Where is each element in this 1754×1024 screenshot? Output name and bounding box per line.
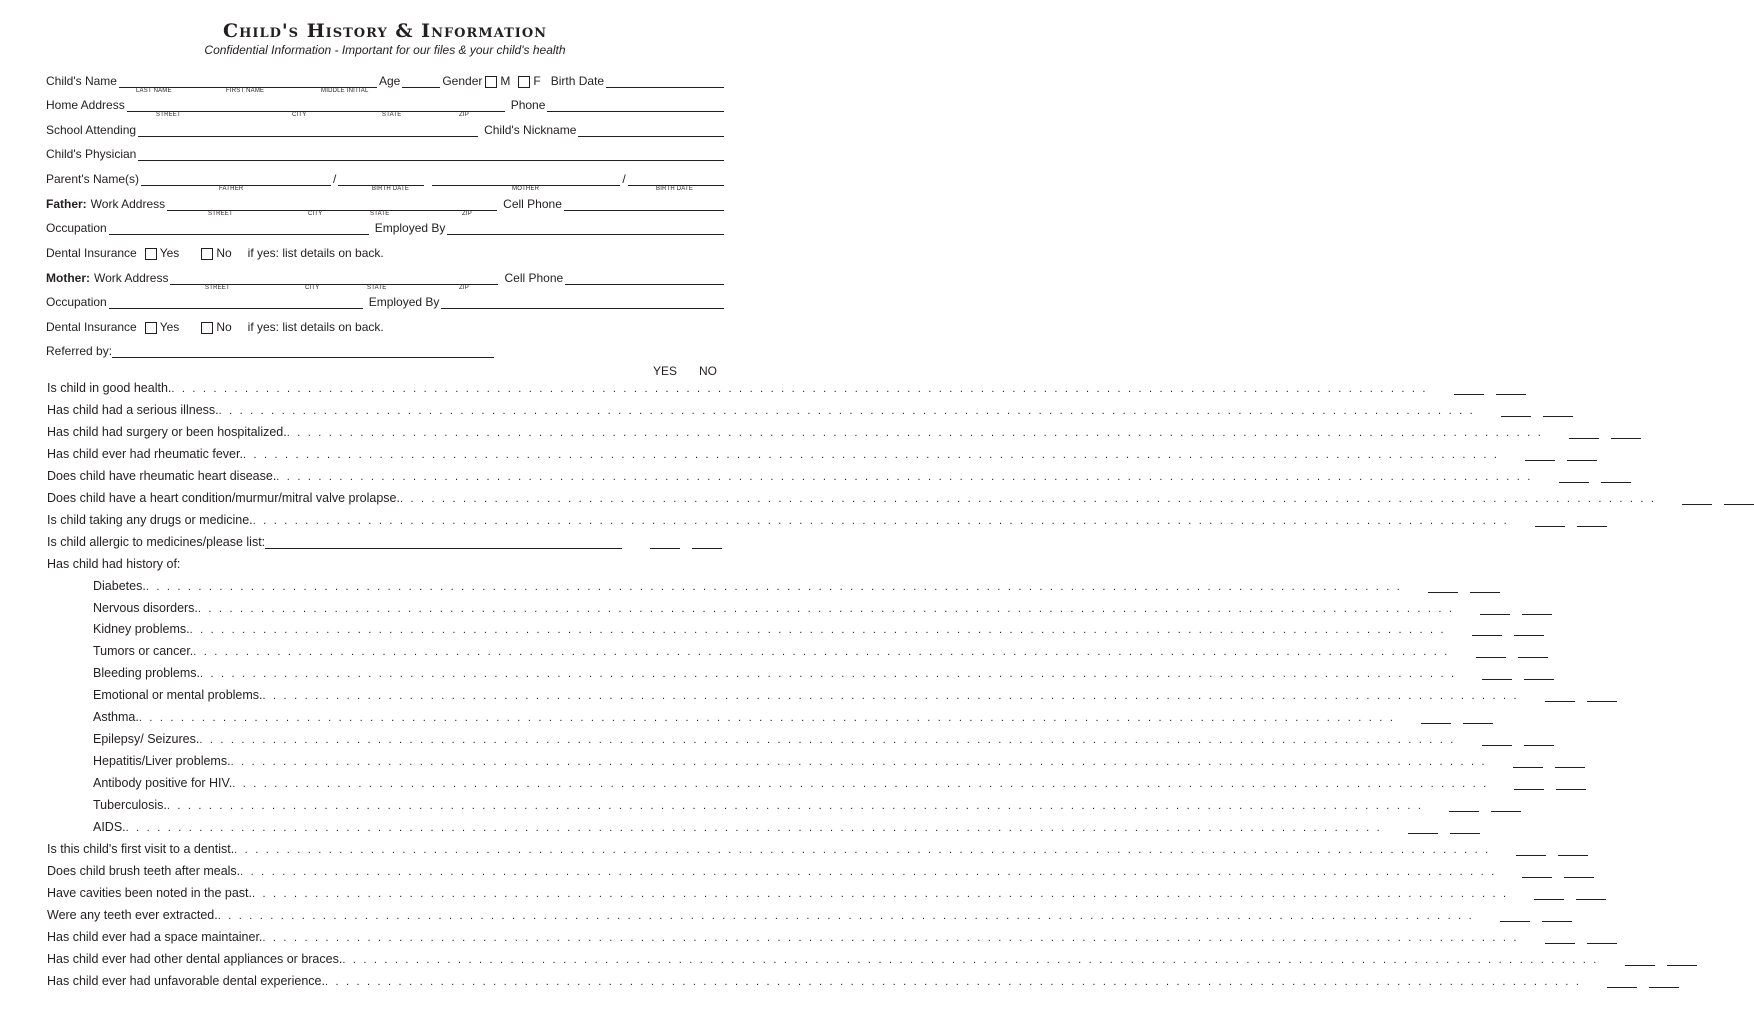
mother-insurance-label: Dental Insurance: [46, 320, 137, 334]
father-insurance-note: if yes: list details on back.: [247, 246, 384, 260]
yes-answer-field[interactable]: [1408, 822, 1438, 834]
father-occupation-label: Occupation: [46, 221, 107, 235]
dot-leader: . . . . . . . . . . . . . . . . . . . . . . . . . . . . . . . . . . . . . . . . . . . . . . . . . . . . . . . . . . . . . . . . . . . . . . . . . . . . . . . . . . . . . . . . . . . . . . . . . . . . . . . . . . . . . . . . . . . . . . . .: [286, 427, 1543, 439]
mother-cell-label: Cell Phone: [504, 271, 564, 285]
mother-insurance-no-label: No: [216, 320, 232, 334]
dot-leader: . . . . . . . . . . . . . . . . . . . . . . . . . . . . . . . . . . . . . . . . . . . . . . . . . . . . . . . . . . . . . . . . . . . . . . . . . . . . . . . . . . . . . . . . . . . . . . . . . . . . . . . . . . . . . . . . . . . . . . . .: [234, 844, 1491, 856]
father-insurance-row: [46, 244, 726, 260]
physician-field[interactable]: [138, 149, 724, 161]
dot-leader: . . . . . . . . . . . . . . . . . . . . . . . . . . . . . . . . . . . . . . . . . . . . . . . . . . . . . . . . . . . . . . . . . . . . . . . . . . . . . . . . . . . . . . . . . . . . . . . . . . . . . . . . . . . . . . . . . . . . . . . .: [342, 954, 1599, 966]
mother-insurance-note: if yes: list details on back.: [247, 320, 384, 334]
mother-insurance-yes-label: Yes: [159, 320, 180, 334]
yes-answer-field[interactable]: [1545, 932, 1575, 944]
no-answer-field[interactable]: [1524, 734, 1554, 746]
dot-leader: . . . . . . . . . . . . . . . . . . . . . . . . . . . . . . . . . . . . . . . . . . . . . . . . . . . . . . . . . . . . . . . . . . . . . . . . . . . . . . . . . . . . . . . . . . . . . . . . . . . . . . . . . . . . . . . . . . . . . . . .: [252, 888, 1509, 900]
father-insurance-yes-label: Yes: [159, 246, 180, 260]
question-text: Does child have a heart condition/murmur/mitral valve prolapse.: [47, 491, 400, 505]
no-answer-field[interactable]: [1587, 932, 1617, 944]
form-title: Child's History & Information: [222, 20, 548, 42]
yes-answer-field[interactable]: [1607, 976, 1637, 988]
father-city-caption: CITY: [308, 211, 323, 217]
question-text: Has child ever had rheumatic fever.: [47, 447, 243, 461]
yes-answer-field[interactable]: [1472, 624, 1502, 636]
question-row: [47, 533, 722, 549]
yes-answer-field[interactable]: [650, 537, 680, 549]
question-text: Hepatitis/Liver problems.: [93, 754, 231, 768]
question-text: Nervous disorders.: [93, 601, 198, 615]
phone-label: Phone: [510, 98, 546, 112]
father-cell-label: Cell Phone: [503, 197, 562, 211]
mother-work-address-label: Work Address: [94, 271, 169, 285]
question-text: Bleeding problems.: [93, 666, 201, 680]
question-text: Is child taking any drugs or medicine.: [47, 513, 253, 527]
question-row: [93, 620, 1446, 636]
mother-label: Mother:: [46, 271, 90, 285]
dot-leader: . . . . . . . . . . . . . . . . . . . . . . . . . . . . . . . . . . . . . . . . . . . . . . . . . . . . . . . . . . . . . . . . . . . . . . . . . . . . . . . . . . . . . . . . . . . . . . . . . . . . . . . . . . . . . . . . . . . . . . . .: [230, 756, 1487, 768]
mother-zip-caption: ZIP: [459, 285, 469, 291]
mother-work-address-field[interactable]: [170, 273, 498, 285]
mother-insurance-yes-checkbox[interactable]: [145, 322, 157, 334]
no-column-heading: NO: [699, 364, 717, 378]
yes-column-heading: YES: [653, 364, 678, 378]
birth-date-field[interactable]: [606, 76, 724, 88]
no-answer-field[interactable]: [1564, 866, 1594, 878]
gender-female-label: F: [533, 74, 541, 88]
no-answer-field[interactable]: [1463, 712, 1493, 724]
no-answer-field[interactable]: [1542, 910, 1572, 922]
no-answer-field[interactable]: [1514, 624, 1544, 636]
mother-occupation-field[interactable]: [109, 297, 363, 309]
school-field[interactable]: [138, 125, 478, 137]
nickname-label: Child's Nickname: [484, 123, 577, 137]
child-name-row: [46, 72, 726, 88]
no-answer-field[interactable]: [1518, 646, 1548, 658]
last-name-caption: LAST NAME: [136, 88, 172, 94]
question-text: Is child allergic to medicines/please list:: [47, 535, 266, 549]
dot-leader: . . . . . . . . . . . . . . . . . . . . . . . . . . . . . . . . . . . . . . . . . . . . . . . . . . . . . . . . . . . . . . . . . . . . . . . . . . . . . . . . . . . . . . . . . . . . . . . . . . . . . . . . . . . . . . . . . . . . . . . .: [242, 449, 1500, 461]
no-answer-field[interactable]: [1724, 493, 1754, 505]
mother-name-field[interactable]: [432, 174, 620, 186]
question-row: [93, 774, 1489, 790]
no-answer-field[interactable]: [1576, 888, 1606, 900]
mother-work-row: [46, 269, 726, 285]
question-text: Kidney problems.: [93, 622, 190, 636]
father-work-address-label: Work Address: [90, 197, 166, 211]
dot-leader: . . . . . . . . . . . . . . . . . . . . . . . . . . . . . . . . . . . . . . . . . . . . . . . . . . . . . . . . . . . . . . . . . . . . . . . . . . . . . . . . . . . . . . . . . . . . . . . . . . . . . . . . . . . . . . . . . . . . . . . .: [218, 405, 1475, 417]
question-text: Tuberculosis.: [93, 798, 167, 812]
mother-employed-by-field[interactable]: [441, 297, 724, 309]
no-answer-field[interactable]: [1649, 976, 1679, 988]
phone-field[interactable]: [547, 100, 724, 112]
father-work-address-field[interactable]: [167, 199, 497, 211]
question-row: [93, 818, 1382, 834]
dot-leader: . . . . . . . . . . . . . . . . . . . . . . . . . . . . . . . . . . . . . . . . . . . . . . . . . . . . . . . . . . . . . . . . . . . . . . . . . . . . . . . . . . . . . . . . . . . . . . . . . . . . . . . . . . . . . . . . . . . . . . . .: [166, 800, 1424, 812]
question-text: Has child had a serious illness.: [47, 403, 219, 417]
question-row: [47, 972, 1582, 988]
no-answer-field[interactable]: [1587, 690, 1617, 702]
middle-initial-caption: MIDDLE INITIAL: [321, 88, 369, 94]
no-answer-field[interactable]: [1491, 800, 1521, 812]
yes-answer-field[interactable]: [1421, 712, 1451, 724]
father-insurance-no-label: No: [216, 246, 232, 260]
gender-label: Gender: [442, 74, 483, 88]
yes-answer-field[interactable]: [1482, 734, 1512, 746]
question-text: Epilepsy/ Seizures.: [93, 732, 200, 746]
father-cell-field[interactable]: [564, 199, 724, 211]
yes-answer-field[interactable]: [1525, 449, 1555, 461]
question-text: Does child have rheumatic heart disease.: [47, 469, 277, 483]
mother-occupation-label: Occupation: [46, 295, 107, 309]
no-answer-field[interactable]: [1558, 844, 1588, 856]
no-answer-field[interactable]: [1556, 778, 1586, 790]
question-text: Is this child's first visit to a dentist.: [47, 842, 235, 856]
mother-occupation-row: [46, 293, 726, 309]
referred-by-label: Referred by:: [46, 344, 113, 358]
first-name-caption: FIRST NAME: [226, 88, 265, 94]
nickname-field[interactable]: [578, 125, 724, 137]
father-insurance-yes-checkbox[interactable]: [145, 248, 157, 260]
no-answer-field[interactable]: [1577, 515, 1607, 527]
question-row: [93, 796, 1424, 812]
father-label: Father:: [46, 197, 87, 211]
question-row: [47, 884, 1509, 900]
mother-birth-date-field[interactable]: [628, 174, 724, 186]
parents-label: Parent's Name(s): [46, 172, 139, 186]
mother-insurance-row: [46, 318, 726, 334]
dot-leader: . . . . . . . . . . . . . . . . . . . . . . . . . . . . . . . . . . . . . . . . . . . . . . . . . . . . . . . . . . . . . . . . . . . . . . . . . . . . . . . . . . . . . . . . . . . . . . . . . . . . . . . . . . . . . . . . . . . . . . . .: [232, 778, 1489, 790]
home-state-caption: STATE: [382, 112, 402, 118]
question-row: [93, 686, 1519, 702]
school-row: [46, 121, 726, 137]
parents-row: [46, 170, 726, 186]
question-text: Were any teeth ever extracted.: [47, 908, 218, 922]
question-row: [47, 445, 1500, 461]
dot-leader: . . . . . . . . . . . . . . . . . . . . . . . . . . . . . . . . . . . . . . . . . . . . . . . . . . . . . . . . . . . . . . . . . . . . . . . . . . . . . . . . . . . . . . . . . . . . . . . . . . . . . . . . . . . . . . . . . . . . . . . .: [200, 668, 1457, 680]
dot-leader: . . . . . . . . . . . . . . . . . . . . . . . . . . . . . . . . . . . . . . . . . . . . . . . . . . . . . . . . . . . . . . . . . . . . . . . . . . . . . . . . . . . . . . . . . . . . . . . . . . . . . . . . . . . . . . . . . . . . . . . .: [252, 515, 1509, 527]
no-answer-field[interactable]: [1667, 954, 1697, 966]
question-text: Has child had history of:: [47, 557, 181, 571]
question-row: [47, 401, 1475, 417]
father-occupation-field[interactable]: [109, 223, 369, 235]
question-text: Diabetes.: [93, 579, 146, 593]
question-text: Has child ever had unfavorable dental experience.: [47, 974, 325, 988]
dot-leader: . . . . . . . . . . . . . . . . . . . . . . . . . . . . . . . . . . . . . . . . . . . . . . . . . . . . . . . . . . . . . . . . . . . . . . . . . . . . . . . . . . . . . . . . . . . . . . . . . . . . . . . . . . . . . . . . . . . . . . . .: [199, 734, 1456, 746]
yes-answer-field[interactable]: [1500, 910, 1530, 922]
father-employed-by-label: Employed By: [374, 221, 446, 235]
father-insurance-label: Dental Insurance: [46, 246, 137, 260]
father-employed-by-field[interactable]: [447, 223, 724, 235]
father-caption: FATHER: [219, 186, 244, 192]
dot-leader: . . . . . . . . . . . . . . . . . . . . . . . . . . . . . . . . . . . . . . . . . . . . . . . . . . . . . . . . . . . . . . . . . . . . . . . . . . . . . . . . . . . . . . . . . . . . . . . . . . . . . . . . . . . . . . . . . . . . . . . .: [262, 932, 1519, 944]
question-text: Have cavities been noted in the past.: [47, 886, 252, 900]
question-row: [93, 599, 1455, 615]
question-text: Has child ever had other dental appliances or braces.: [47, 952, 343, 966]
question-text: Antibody positive for HIV.: [93, 776, 233, 790]
mother-cell-field[interactable]: [565, 273, 724, 285]
question-text: AIDS.: [93, 820, 126, 834]
yes-answer-field[interactable]: [1559, 471, 1589, 483]
father-state-caption: STATE: [370, 211, 390, 217]
gender-female-checkbox[interactable]: [518, 76, 530, 88]
no-answer-field[interactable]: [1524, 668, 1554, 680]
question-text: Does child brush teeth after meals.: [47, 864, 241, 878]
question-text: Tumors or cancer.: [93, 644, 194, 658]
question-row: [47, 467, 1533, 483]
history-heading: [47, 555, 722, 571]
dot-leader: . . . . . . . . . . . . . . . . . . . . . . . . . . . . . . . . . . . . . . . . . . . . . . . . . . . . . . . . . . . . . . . . . . . . . . . . . . . . . . . . . . . . . . . . . . . . . . . . . . . . . . . . . . . . . . . . . . . . . . . .: [189, 624, 1446, 636]
father-insurance-no-checkbox[interactable]: [201, 248, 213, 260]
physician-row: [46, 145, 726, 161]
no-answer-field[interactable]: [1567, 449, 1597, 461]
dot-leader: . . . . . . . . . . . . . . . . . . . . . . . . . . . . . . . . . . . . . . . . . . . . . . . . . . . . . . . . . . . . . . . . . . . . . . . . . . . . . . . . . . . . . . . . . . . . . . . . . . . . . . . . . . . . . . . . . . . . . . . .: [197, 603, 1455, 615]
child-name-label: Child's Name: [46, 74, 117, 88]
dot-leader: . . . . . . . . . . . . . . . . . . . . . . . . . . . . . . . . . . . . . . . . . . . . . . . . . . . . . . . . . . . . . . . . . . . . . . . . . . . . . . . . . . . . . . . . . . . . . . . . . . . . . . . . . . . . . . . . . . . . . . . .: [399, 493, 1657, 505]
allergy-list-field[interactable]: [265, 537, 622, 549]
mother-state-caption: STATE: [367, 285, 387, 291]
question-row: [93, 577, 1403, 593]
no-answer-field[interactable]: [1555, 756, 1585, 768]
no-answer-field[interactable]: [1470, 581, 1500, 593]
mother-birth-date-caption: BIRTH DATE: [656, 186, 694, 192]
school-label: School Attending: [46, 123, 137, 137]
question-row: [47, 379, 1428, 395]
dot-leader: . . . . . . . . . . . . . . . . . . . . . . . . . . . . . . . . . . . . . . . . . . . . . . . . . . . . . . . . . . . . . . . . . . . . . . . . . . . . . . . . . . . . . . . . . . . . . . . . . . . . . . . . . . . . . . . . . . . . . . . .: [171, 383, 1428, 395]
yes-answer-field[interactable]: [1535, 515, 1565, 527]
question-row: [47, 950, 1599, 966]
question-row: [47, 489, 1657, 505]
no-answer-field[interactable]: [1522, 603, 1552, 615]
yes-answer-field[interactable]: [1682, 493, 1712, 505]
father-name-field[interactable]: [141, 174, 331, 186]
home-address-field[interactable]: [127, 100, 505, 112]
yes-answer-field[interactable]: [1428, 581, 1458, 593]
no-answer-field[interactable]: [692, 537, 722, 549]
yes-answer-field[interactable]: [1516, 844, 1546, 856]
dot-leader: . . . . . . . . . . . . . . . . . . . . . . . . . . . . . . . . . . . . . . . . . . . . . . . . . . . . . . . . . . . . . . . . . . . . . . . . . . . . . . . . . . . . . . . . . . . . . . . . . . . . . . . . . . . . . . . . . . . . . . . .: [193, 646, 1450, 658]
father-birth-date-field[interactable]: [338, 174, 424, 186]
home-city-caption: CITY: [292, 112, 307, 118]
question-text: Is child in good health.: [47, 381, 172, 395]
father-birth-date-caption: BIRTH DATE: [372, 186, 410, 192]
question-row: [93, 664, 1457, 680]
referred-by-field[interactable]: [112, 346, 494, 358]
home-zip-caption: ZIP: [459, 112, 469, 118]
child-name-field[interactable]: [119, 76, 377, 88]
dot-leader: . . . . . . . . . . . . . . . . . . . . . . . . . . . . . . . . . . . . . . . . . . . . . . . . . . . . . . . . . . . . . . . . . . . . . . . . . . . . . . . . . . . . . . . . . . . . . . . . . . . . . . . . . . . . . . . . . . . . . . . .: [262, 690, 1519, 702]
question-row: [93, 708, 1396, 724]
physician-label: Child's Physician: [46, 147, 137, 161]
no-answer-field[interactable]: [1601, 471, 1631, 483]
home-address-label: Home Address: [46, 98, 125, 112]
question-text: Has child ever had a space maintainer.: [47, 930, 263, 944]
home-address-row: [46, 96, 726, 112]
mother-slash: /: [622, 172, 626, 186]
father-work-row: [46, 195, 726, 211]
yes-answer-field[interactable]: [1480, 603, 1510, 615]
father-street-caption: STREET: [208, 211, 233, 217]
question-row: [47, 862, 1497, 878]
dot-leader: . . . . . . . . . . . . . . . . . . . . . . . . . . . . . . . . . . . . . . . . . . . . . . . . . . . . . . . . . . . . . . . . . . . . . . . . . . . . . . . . . . . . . . . . . . . . . . . . . . . . . . . . . . . . . . . . . . . . . . . .: [217, 910, 1474, 922]
question-text: Asthma.: [93, 710, 139, 724]
father-zip-caption: ZIP: [462, 211, 472, 217]
question-row: [47, 423, 1543, 439]
age-field[interactable]: [402, 76, 440, 88]
age-label: Age: [378, 74, 401, 88]
question-row: [93, 752, 1487, 768]
yes-answer-field[interactable]: [1449, 800, 1479, 812]
birth-date-label: Birth Date: [550, 74, 605, 88]
question-row: [47, 906, 1474, 922]
gender-male-label: M: [500, 74, 511, 88]
home-street-caption: STREET: [156, 112, 181, 118]
yes-answer-field[interactable]: [1482, 668, 1512, 680]
yes-answer-field[interactable]: [1569, 427, 1599, 439]
yes-answer-field[interactable]: [1514, 778, 1544, 790]
dot-leader: . . . . . . . . . . . . . . . . . . . . . . . . . . . . . . . . . . . . . . . . . . . . . . . . . . . . . . . . . . . . . . . . . . . . . . . . . . . . . . . . . . . . . . . . . . . . . . . . . . . . . . . . . . . . . . . . . . . . . . . .: [138, 712, 1396, 724]
question-row: [93, 730, 1456, 746]
father-slash: /: [332, 172, 337, 186]
mother-caption: MOTHER: [512, 186, 540, 192]
no-answer-field[interactable]: [1611, 427, 1641, 439]
yes-answer-field[interactable]: [1545, 690, 1575, 702]
form-subtitle: Confidential Information - Important for our files & your child's health: [204, 43, 566, 57]
yes-answer-field[interactable]: [1476, 646, 1506, 658]
question-text: Emotional or mental problems.: [93, 688, 263, 702]
question-row: [47, 840, 1491, 856]
mother-street-caption: STREET: [205, 285, 230, 291]
mother-city-caption: CITY: [305, 285, 320, 291]
mother-employed-by-label: Employed By: [368, 295, 440, 309]
yes-answer-field[interactable]: [1522, 866, 1552, 878]
referred-by-row: [46, 342, 496, 358]
no-answer-field[interactable]: [1450, 822, 1480, 834]
yes-answer-field[interactable]: [1501, 405, 1531, 417]
dot-leader: . . . . . . . . . . . . . . . . . . . . . . . . . . . . . . . . . . . . . . . . . . . . . . . . . . . . . . . . . . . . . . . . . . . . . . . . . . . . . . . . . . . . . . . . . . . . . . . . . . . . . . . . . . . . . . . . . . . . . . . .: [324, 976, 1582, 988]
no-answer-field[interactable]: [1543, 405, 1573, 417]
question-text: Has child had surgery or been hospitalized.: [47, 425, 287, 439]
gender-male-checkbox[interactable]: [485, 76, 497, 88]
no-answer-field[interactable]: [1496, 383, 1526, 395]
question-row: [93, 642, 1450, 658]
yes-answer-field[interactable]: [1534, 888, 1564, 900]
father-occupation-row: [46, 219, 726, 235]
dot-leader: . . . . . . . . . . . . . . . . . . . . . . . . . . . . . . . . . . . . . . . . . . . . . . . . . . . . . . . . . . . . . . . . . . . . . . . . . . . . . . . . . . . . . . . . . . . . . . . . . . . . . . . . . . . . . . . . . . . . . . . .: [240, 866, 1497, 878]
yes-answer-field[interactable]: [1513, 756, 1543, 768]
question-row: [47, 511, 1509, 527]
yes-answer-field[interactable]: [1454, 383, 1484, 395]
dot-leader: . . . . . . . . . . . . . . . . . . . . . . . . . . . . . . . . . . . . . . . . . . . . . . . . . . . . . . . . . . . . . . . . . . . . . . . . . . . . . . . . . . . . . . . . . . . . . . . . . . . . . . . . . . . . . . . . . . . . . . . .: [276, 471, 1533, 483]
dot-leader: . . . . . . . . . . . . . . . . . . . . . . . . . . . . . . . . . . . . . . . . . . . . . . . . . . . . . . . . . . . . . . . . . . . . . . . . . . . . . . . . . . . . . . . . . . . . . . . . . . . . . . . . . . . . . . . . . . . . . . . .: [125, 822, 1382, 834]
mother-insurance-no-checkbox[interactable]: [201, 322, 213, 334]
dot-leader: . . . . . . . . . . . . . . . . . . . . . . . . . . . . . . . . . . . . . . . . . . . . . . . . . . . . . . . . . . . . . . . . . . . . . . . . . . . . . . . . . . . . . . . . . . . . . . . . . . . . . . . . . . . . . . . . . . . . . . . .: [145, 581, 1403, 593]
yes-answer-field[interactable]: [1625, 954, 1655, 966]
question-row: [47, 928, 1519, 944]
